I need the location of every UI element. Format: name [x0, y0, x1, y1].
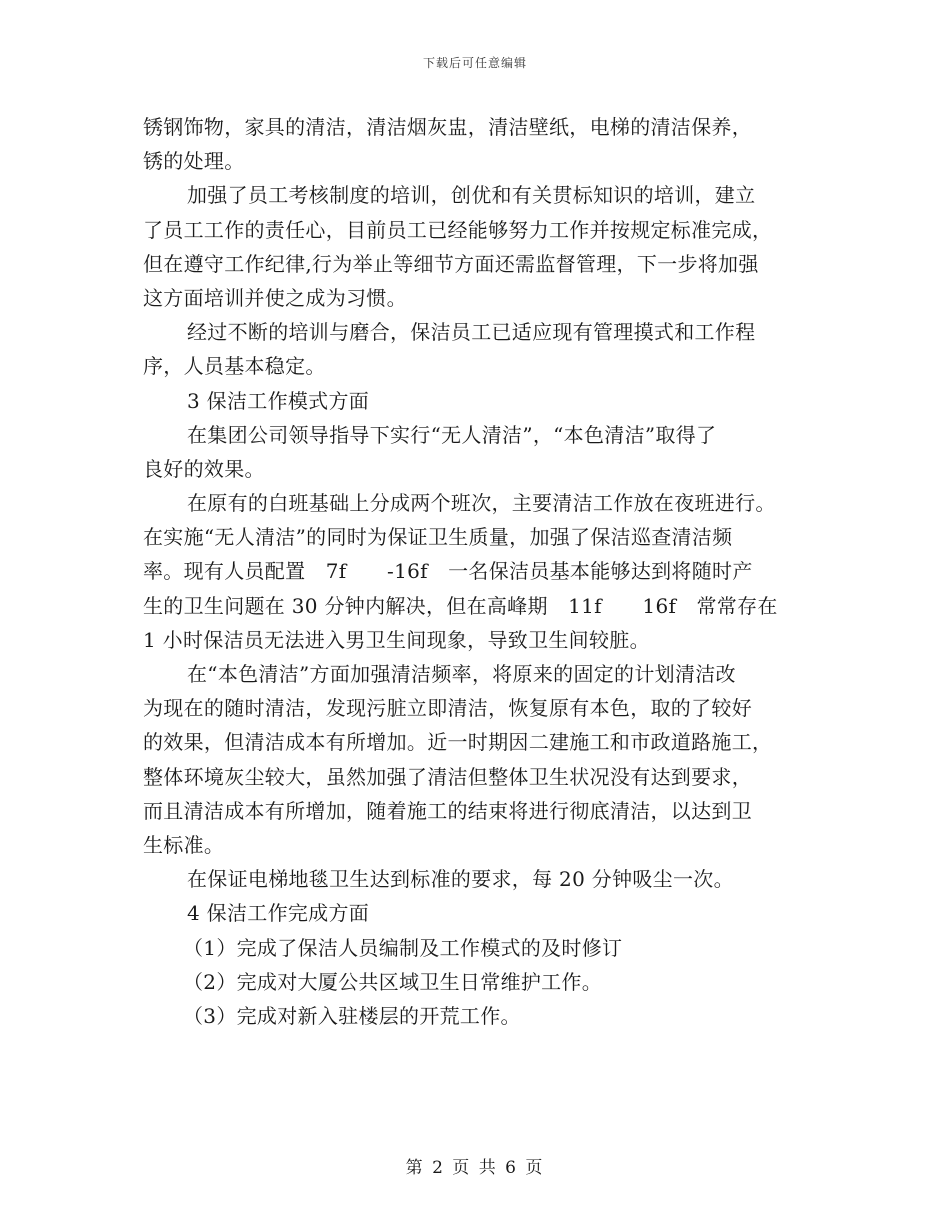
text-line: 加强了员工考核制度的培训，创优和有关贯标知识的培训，建立	[187, 183, 756, 208]
text-line: 在“本色清洁”方面加强清洁频率，将原来的固定的计划清洁改	[187, 662, 736, 686]
section-heading: 3 保洁工作模式方面	[187, 388, 370, 413]
text-line: 在原有的白班基础上分成两个班次，主要清洁工作放在夜班进行。	[187, 491, 776, 516]
text-line: 良好的效果。	[143, 456, 265, 481]
text-line: 1 小时保洁员无法进入男卫生间现象，导致卫生间较脏。	[143, 627, 650, 652]
text-line: 在保证电梯地毯卫生达到标准的要求，每 20 分钟吸尘一次。	[187, 867, 734, 892]
text-line: 为现在的随时清洁，发现污脏立即清洁，恢复原有本色，取的了较好	[143, 696, 752, 721]
text-line: 而且清洁成本有所增加，随着施工的结束将进行彻底清洁，以达到卫	[143, 798, 752, 823]
text-line: 序，人员基本稳定。	[143, 354, 326, 379]
list-item: （3）完成对新入驻楼层的开荒工作。	[183, 1003, 521, 1028]
page-header: 下载后可任意编辑	[422, 56, 527, 70]
text-line: 在集团公司领导指导下实行“无人清洁”，“本色清洁”取得了	[187, 422, 717, 447]
text-line: 整体环境灰尘较大，虽然加强了清洁但整体卫生状况没有达到要求，	[143, 764, 752, 789]
text-line: 在实施“无人清洁”的同时为保证卫生质量，加强了保洁巡查清洁频	[143, 525, 733, 550]
text-line: 的效果，但清洁成本有所增加。近一时期因二建施工和市政道路施工，	[143, 730, 773, 755]
page-footer: 第 2 页 共 6 页	[405, 1158, 545, 1178]
text-line: 锈钢饰物，家具的清洁，清洁烟灰盅，清洁壁纸，电梯的清洁保养，	[143, 115, 752, 139]
text-line: 锈的处理。	[143, 149, 245, 174]
text-line: 但在遵守工作纪律,行为举止等细节方面还需监督管理，下一步将加强	[143, 251, 759, 276]
text-line: 这方面培训并使之成为习惯。	[143, 285, 407, 310]
text-line: 了员工工作的责任心，目前员工已经能够努力工作并按规定标准完成，	[143, 217, 773, 242]
text-line: 率。现有人员配置 7f -16f 一名保洁员基本能够达到将随时产	[143, 559, 753, 584]
document-body	[143, 110, 813, 1033]
list-item: （2）完成对大厦公共区域卫生日常维护工作。	[183, 969, 603, 994]
text-line: 生标准。	[143, 832, 225, 857]
text-line: 生的卫生问题在 30 分钟内解决，但在高峰期 11f 16f 常常存在	[143, 593, 778, 618]
text-line: 经过不断的培训与磨合，保洁员工已适应现有管理摸式和工作程	[187, 320, 756, 345]
section-heading: 4 保洁工作完成方面	[187, 901, 370, 926]
list-item: （1）完成了保洁人员编制及工作模式的及时修订	[183, 935, 623, 960]
